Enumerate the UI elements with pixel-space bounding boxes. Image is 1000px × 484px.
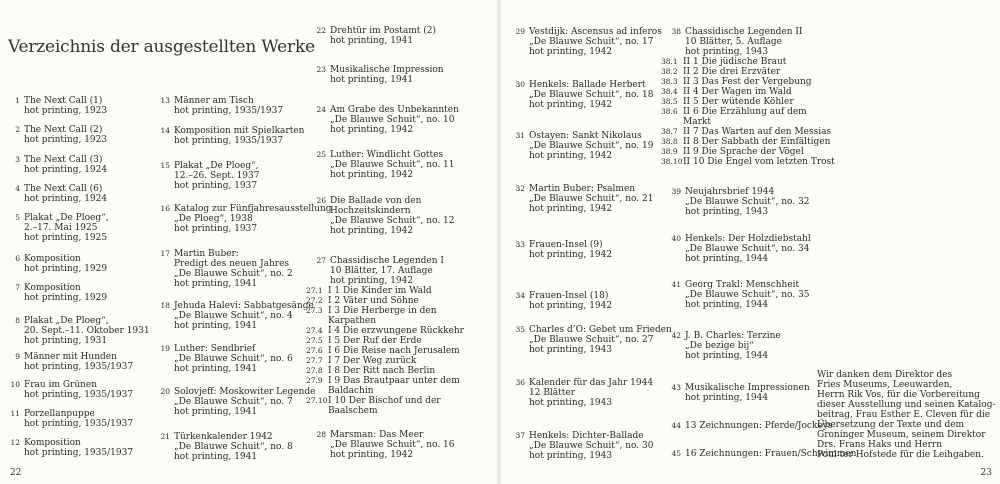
entry-line: Komposition [24, 283, 81, 293]
entry-line: Komposition [24, 438, 81, 448]
entry-number: 37 [515, 431, 525, 440]
entry-body [174, 249, 320, 289]
sub-entry [661, 77, 821, 87]
entry-line: „De Blauwe Schuit“, no. 18 [529, 90, 654, 100]
sub-entry-number: 38.9 [661, 147, 678, 156]
catalog-column-5 [661, 27, 857, 477]
entry-number: 31 [515, 131, 525, 140]
entry-number: 29 [515, 27, 525, 36]
entry-line: Männer am Tisch [174, 96, 254, 106]
sub-entry-title: II 7 Das Warten auf den Messias [683, 127, 832, 137]
entry-line: The Next Call (1) [24, 96, 103, 106]
entry-body [174, 126, 320, 146]
entry-body [330, 26, 491, 46]
sub-entry-title: I 4 Die erzwungene Rückkehr [328, 326, 464, 336]
entry-number: 44 [671, 421, 681, 430]
sub-entry [306, 406, 491, 416]
entry-line: „De Blauwe Schuit“, no. 10 [330, 115, 455, 125]
sub-entry [306, 396, 491, 406]
entry-line: Plakat „De Ploeg“, [24, 213, 109, 223]
entry-line: hot printing, 1935/1937 [24, 362, 134, 372]
page-title: Verzeichnis der ausgestellten Werke [8, 37, 315, 58]
entry-body [24, 213, 160, 243]
entry-number: 12 [10, 438, 20, 447]
entry-line: hot printing, 1941 [330, 36, 414, 46]
entry-line: hot printing, 1943 [685, 207, 769, 217]
entry-line: Henkels: Der Holzdiebstahl [685, 234, 811, 244]
sub-entry [306, 296, 491, 306]
sub-entry-title: II 10 Die Engel vom letzten Trost [683, 157, 835, 167]
sub-entry-title: II 1 Die jüdische Braut [683, 57, 787, 67]
entry-line: Ostayen: Sankt Nikolaus [529, 131, 642, 141]
entry-body [174, 387, 320, 417]
sub-entry-title: Markt [683, 117, 711, 127]
entry-line: „De Blauwe Schuit“, no. 4 [174, 311, 293, 321]
entry-body [529, 131, 665, 161]
entry-number: 21 [160, 432, 170, 441]
entry-line: „De bezige bij“ [685, 341, 754, 351]
entry-line: hot printing, 1943 [685, 47, 769, 57]
acknowledgement [817, 370, 995, 460]
sub-entry-title: II 8 Der Sabbath der Einfältigen [683, 137, 831, 147]
entry-line: „De Blauwe Schuit“, no. 35 [685, 290, 810, 300]
sub-entry-number: 27.10 [306, 396, 328, 405]
sub-entry [661, 67, 821, 77]
sub-entry [306, 346, 491, 356]
entry-line: hot printing, 1935/1937 [24, 448, 134, 458]
sub-entry-number: 27.4 [306, 326, 323, 335]
entry-number: 38 [671, 27, 681, 36]
entry-number: 28 [316, 430, 326, 439]
entry-number: 2 [15, 125, 20, 134]
entry-line: Am Grabe des Unbekannten [330, 105, 459, 115]
entry-line: „De Blauwe Schuit“, no. 7 [174, 397, 293, 407]
sub-entry [661, 137, 831, 147]
sub-entry-number: 27.1 [306, 286, 323, 295]
entry-line: hot printing, 1942 [330, 450, 414, 460]
entry-body [685, 187, 821, 217]
sub-entry-number: 27.3 [306, 306, 323, 315]
entry-line: hot printing, 1931 [24, 336, 108, 346]
sub-entry [661, 57, 821, 67]
page-number-left: 22 [10, 468, 22, 478]
entry-line: hot printing, 1942 [529, 100, 613, 110]
entry-line: The Next Call (6) [24, 184, 103, 194]
entry-line: Henkels: Ballade Herbert [529, 80, 646, 90]
sub-entry-title: II 5 Der wütende Köhler [683, 97, 794, 107]
entry-number: 26 [316, 196, 326, 205]
ack-line: beitrag, Frau Esther E. Cleven für die [817, 410, 991, 420]
ack-line: Poul ter Hofstede für die Leihgaben. [817, 450, 984, 460]
entry-line: hot printing, 1925 [24, 233, 108, 243]
entry-line: Die Ballade von den [330, 196, 422, 206]
entry-line: hot printing, 1941 [330, 75, 414, 85]
entry-number: 25 [316, 150, 326, 159]
entry-number: 33 [515, 240, 525, 249]
entry-body [24, 380, 160, 400]
entry-number: 32 [515, 184, 525, 193]
entry-line: Jehuda Halevi: Sabbatgesänge [174, 301, 314, 311]
sub-entry-number: 38.6 [661, 107, 678, 116]
entry-line: hot printing, 1942 [529, 204, 613, 214]
entry-body [529, 240, 665, 260]
entry-line: hot printing, 1942 [529, 250, 613, 260]
entry-line: „De Blauwe Schuit“, no. 17 [529, 37, 654, 47]
entry-line: Hochzeitskindern [330, 206, 411, 216]
sub-entry-title: I 5 Der Ruf der Erde [328, 336, 422, 346]
entry-number: 16 [160, 204, 170, 213]
entry-number: 45 [671, 449, 681, 458]
entry-line: hot printing, 1937 [174, 181, 258, 191]
entry-body [174, 96, 320, 116]
entry-line: hot printing, 1944 [685, 393, 769, 403]
entry-number: 23 [316, 65, 326, 74]
entry-body [174, 432, 320, 462]
entry-line: hot printing, 1943 [529, 451, 613, 461]
entry-body [174, 301, 320, 331]
entry-line: hot printing, 1937 [174, 224, 258, 234]
entry-line: hot printing, 1929 [24, 264, 108, 274]
sub-entry [661, 107, 821, 117]
entry-line: Henkels: Dichter-Ballade [529, 431, 644, 441]
entry-body [685, 449, 857, 459]
entry-body [306, 256, 491, 416]
entry-line: hot printing, 1941 [174, 452, 258, 462]
sub-entry-number: 27.5 [306, 336, 323, 345]
entry-line: hot printing, 1943 [529, 345, 613, 355]
entry-number: 20 [160, 387, 170, 396]
entry-line: 10 Blätter, 5. Auflage [685, 37, 782, 47]
sub-entry [661, 117, 821, 127]
ack-line: Wir danken dem Direktor des [817, 370, 953, 380]
entry-line: „De Blauwe Schuit“, no. 32 [685, 197, 810, 207]
sub-entry-title: I 6 Die Reise nach Jerusalem [328, 346, 460, 356]
entry-line: Türkenkalender 1942 [174, 432, 273, 442]
entry-body [685, 383, 821, 403]
entry-line: Solovjeff: Moskowiter Legende [174, 387, 316, 397]
entry-line: Männer mit Hunden [24, 352, 117, 362]
entry-line: „De Ploeg“, 1938 [174, 214, 253, 224]
sub-entry-title: II 2 Die drei Erzväter [683, 67, 781, 77]
sub-entry-title: II 9 Die Sprache der Vögel [683, 147, 804, 157]
entry-body [174, 204, 332, 234]
entry-line: Plakat „De Ploeg“, [24, 316, 109, 326]
ack-line: Herrn Rik Vos, für die Vorbereitung [817, 390, 980, 400]
entry-line: hot printing, 1942 [529, 301, 613, 311]
sub-entry-number: 38.5 [661, 97, 678, 106]
sub-entry-number: 27.9 [306, 376, 323, 385]
entry-number: 27 [316, 256, 326, 265]
sub-entry-number: 38.8 [661, 137, 678, 146]
sub-entry [306, 376, 491, 386]
entry-line: hot printing, 1941 [174, 279, 258, 289]
sub-entry [306, 366, 491, 376]
entry-line: 13 Zeichnungen: Pferde/Jockeys [685, 421, 833, 431]
entry-line: „De Blauwe Schuit“, no. 30 [529, 441, 654, 451]
entry-number: 30 [515, 80, 525, 89]
entry-line: 16 Zeichnungen: Frauen/Schwimmen [685, 449, 857, 459]
entry-line: J. B. Charles: Terzine [685, 331, 781, 341]
sub-entry [661, 127, 832, 137]
entry-line: hot printing, 1941 [174, 407, 258, 417]
entry-line: „De Blauwe Schuit“, no. 27 [529, 335, 654, 345]
entry-body [529, 431, 665, 461]
entry-line: Neujahrsbrief 1944 [685, 187, 775, 197]
entry-line: „De Blauwe Schuit“, no. 12 [330, 216, 455, 226]
entry-line: hot printing, 1935/1937 [174, 106, 284, 116]
entry-line: Frauen-Insel (9) [529, 240, 603, 250]
entry-line: 10 Blätter, 17. Auflage [330, 266, 433, 276]
entry-body [685, 234, 821, 264]
entry-line: Katalog zur Fünfjahresausstellung [174, 204, 332, 214]
book-gutter [496, 0, 502, 484]
entry-body [529, 291, 665, 311]
entry-body [24, 316, 160, 346]
entry-line: hot printing, 1935/1937 [24, 419, 134, 429]
page-number-right: 23 [980, 468, 992, 478]
entry-number: 4 [15, 184, 20, 193]
entry-line: Martin Buber: [174, 249, 239, 259]
sub-entry-number: 38.4 [661, 87, 678, 96]
entry-body [529, 27, 665, 57]
sub-entry-number: 38.2 [661, 67, 678, 76]
sub-entry-title: I 2 Väter und Söhne [328, 296, 419, 306]
entry-line: Martin Buber: Psalmen [529, 184, 636, 194]
entry-line: „De Blauwe Schuit“, no. 19 [529, 141, 654, 151]
entry-body [24, 96, 160, 116]
entry-number: 17 [160, 249, 170, 258]
entry-line: hot printing, 1923 [24, 135, 108, 145]
entry-line: 12.–26. Sept. 1937 [174, 171, 260, 181]
entry-line: 20. Sept.–11. Oktober 1931 [24, 326, 150, 336]
entry-number: 42 [671, 331, 681, 340]
entry-number: 15 [160, 161, 170, 170]
entry-number: 18 [160, 301, 170, 310]
entry-body [24, 254, 160, 274]
sub-entry-title: Karpathen [328, 316, 377, 326]
entry-line: Kalender für das Jahr 1944 [529, 378, 654, 388]
sub-entry-number: 27.8 [306, 366, 323, 375]
entry-line: Porzellanpuppe [24, 409, 95, 419]
entry-line: „De Blauwe Schuit“, no. 8 [174, 442, 293, 452]
entry-body [685, 331, 821, 361]
entry-line: Marsman: Das Meer [330, 430, 424, 440]
entry-body [330, 430, 491, 460]
entry-line: Frauen-Insel (18) [529, 291, 609, 301]
sub-entry [661, 147, 821, 157]
sub-entry [306, 386, 491, 396]
entry-body [330, 150, 491, 180]
sub-entry-number: 27.2 [306, 296, 323, 305]
entry-line: Plakat „De Ploeg“, [174, 161, 259, 171]
entry-line: hot printing, 1942 [330, 170, 414, 180]
entry-line: hot printing, 1941 [174, 321, 258, 331]
entry-line: Georg Trakl: Menschheit [685, 280, 800, 290]
sub-entry-title: I 10 Der Bischof und der [328, 396, 441, 406]
entry-line: Komposition mit Spielkarten [174, 126, 305, 136]
sub-entry [306, 326, 491, 336]
entry-body [529, 378, 665, 408]
entry-line: Luther: Windlicht Gottes [330, 150, 444, 160]
entry-number: 6 [15, 254, 20, 263]
entry-line: hot printing, 1943 [529, 398, 613, 408]
entry-line: „De Blauwe Schuit“, no. 11 [330, 160, 455, 170]
ack-line: dieser Ausstellung und seinen Katalog- [817, 400, 996, 410]
entry-line: hot printing, 1935/1937 [24, 390, 134, 400]
ack-line: Drs. Frans Haks und Herrn [817, 440, 942, 450]
sub-entry-title: II 3 Das Fest der Vergebung [683, 77, 812, 87]
sub-entry-title: I 9 Das Brautpaar unter dem [328, 376, 460, 386]
sub-entry-title: Baalschem [328, 406, 378, 416]
entry-number: 22 [316, 26, 326, 35]
entry-number: 24 [316, 105, 326, 114]
entry-line: Drehtür im Postamt (2) [330, 26, 436, 36]
entry-line: „De Blauwe Schuit“, no. 2 [174, 269, 293, 279]
entry-body [529, 184, 665, 214]
entry-line: Charles d’O: Gebet um Frieden [529, 325, 672, 335]
entry-line: hot printing, 1944 [685, 254, 769, 264]
sub-entry [306, 286, 491, 296]
entry-number: 5 [15, 213, 20, 222]
sub-entry-title: I 3 Die Herberge in den [328, 306, 437, 316]
entry-line: Chassidische Legenden I [330, 256, 444, 266]
sub-entry-number: 38.10 [661, 157, 683, 166]
entry-body [330, 196, 491, 236]
ack-line: Fries Museums, Leeuwarden, [817, 380, 953, 390]
sub-entry [306, 356, 491, 366]
entry-number: 3 [15, 155, 20, 164]
entry-line: hot printing, 1935/1937 [174, 136, 284, 146]
entry-number: 19 [160, 344, 170, 353]
entry-number: 9 [15, 352, 20, 361]
entry-number: 35 [515, 325, 525, 334]
entry-line: hot printing, 1944 [685, 351, 769, 361]
entry-line: „De Blauwe Schuit“, no. 21 [529, 194, 654, 204]
entry-number: 34 [515, 291, 525, 300]
entry-line: The Next Call (2) [24, 125, 103, 135]
entry-line: 2.–17. Mai 1925 [24, 223, 98, 233]
entry-body [24, 125, 160, 145]
entry-line: Vestdijk: Ascensus ad inferos [529, 27, 662, 37]
entry-line: hot printing, 1942 [330, 226, 414, 236]
entry-number: 39 [671, 187, 681, 196]
sub-entry [661, 157, 835, 167]
entry-line: hot printing, 1942 [330, 276, 414, 286]
sub-entry-title: II 4 Der Wagen im Wald [683, 87, 792, 97]
entry-line: The Next Call (3) [24, 155, 103, 165]
sub-entry-number: 38.7 [661, 127, 678, 136]
sub-entry-title: I 1 Die Kinder im Wald [328, 286, 432, 296]
entry-body [24, 155, 160, 175]
sub-entry-number: 38.1 [661, 57, 678, 66]
entry-body [24, 438, 160, 458]
entry-number: 1 [15, 96, 20, 105]
sub-entry [306, 336, 491, 346]
entry-line: hot printing, 1942 [330, 125, 414, 135]
entry-line: Frau im Grünen [24, 380, 98, 390]
entry-line: hot printing, 1923 [24, 106, 108, 116]
sub-entry-title: I 8 Der Ritt nach Berlin [328, 366, 436, 376]
entry-line: 12 Blätter [529, 388, 576, 398]
sub-entry-number: 27.7 [306, 356, 323, 365]
entry-line: Predigt des neuen Jahres [174, 259, 290, 269]
sub-entry-number: 27.6 [306, 346, 323, 355]
entry-number: 41 [671, 280, 681, 289]
entry-number: 43 [671, 383, 681, 392]
entry-line: „De Blauwe Schuit“, no. 34 [685, 244, 810, 254]
entry-line: hot printing, 1944 [685, 300, 769, 310]
entry-line: hot printing, 1942 [529, 47, 613, 57]
entry-body [685, 421, 833, 431]
entry-body [661, 27, 835, 167]
ack-line: Übersetzung der Texte und dem [817, 420, 965, 430]
catalog-column-1 [0, 96, 160, 476]
entry-body [685, 280, 821, 310]
entry-body [529, 325, 672, 355]
sub-entry-title: I 7 Der Weg zurück [328, 356, 417, 366]
catalog-column-3 [306, 26, 491, 476]
entry-line: Komposition [24, 254, 81, 264]
sub-entry [661, 97, 821, 107]
entry-line: „De Blauwe Schuit“, no. 16 [330, 440, 455, 450]
entry-body [24, 352, 160, 372]
ack-line: Groninger Museum, seinem Direktor [817, 430, 986, 440]
sub-entry [306, 306, 491, 316]
entry-body [330, 65, 491, 85]
sub-entry [661, 87, 821, 97]
entry-line: hot printing, 1924 [24, 165, 108, 175]
entry-body [174, 161, 320, 191]
entry-number: 40 [671, 234, 681, 243]
entry-number: 10 [10, 380, 20, 389]
entry-number: 7 [15, 283, 20, 292]
entry-number: 36 [515, 378, 525, 387]
entry-line: hot printing, 1924 [24, 194, 108, 204]
entry-line: Musikalische Impression [330, 65, 444, 75]
entry-line: „De Blauwe Schuit“, no. 6 [174, 354, 293, 364]
entry-line: Luther: Sendbrief [174, 344, 256, 354]
entry-line: Chassidische Legenden II [685, 27, 803, 37]
entry-line: hot printing, 1941 [174, 364, 258, 374]
entry-line: hot printing, 1942 [529, 151, 613, 161]
entry-body [174, 344, 320, 374]
entry-line: Musikalische Impressionen [685, 383, 810, 393]
sub-entry-title: II 6 Die Erzählung auf dem [683, 107, 807, 117]
entry-number: 14 [160, 126, 170, 135]
entry-number: 13 [160, 96, 170, 105]
entry-body [24, 184, 160, 204]
sub-entry-number: 38.3 [661, 77, 678, 86]
sub-entry-title: Baldachin [328, 386, 374, 396]
entry-body [529, 80, 665, 110]
entry-body [24, 283, 160, 303]
entry-line: hot printing, 1929 [24, 293, 108, 303]
sub-entry [306, 316, 491, 326]
entry-number: 11 [10, 409, 20, 418]
entry-body [330, 105, 491, 135]
entry-number: 8 [15, 316, 20, 325]
entry-body [24, 409, 160, 429]
